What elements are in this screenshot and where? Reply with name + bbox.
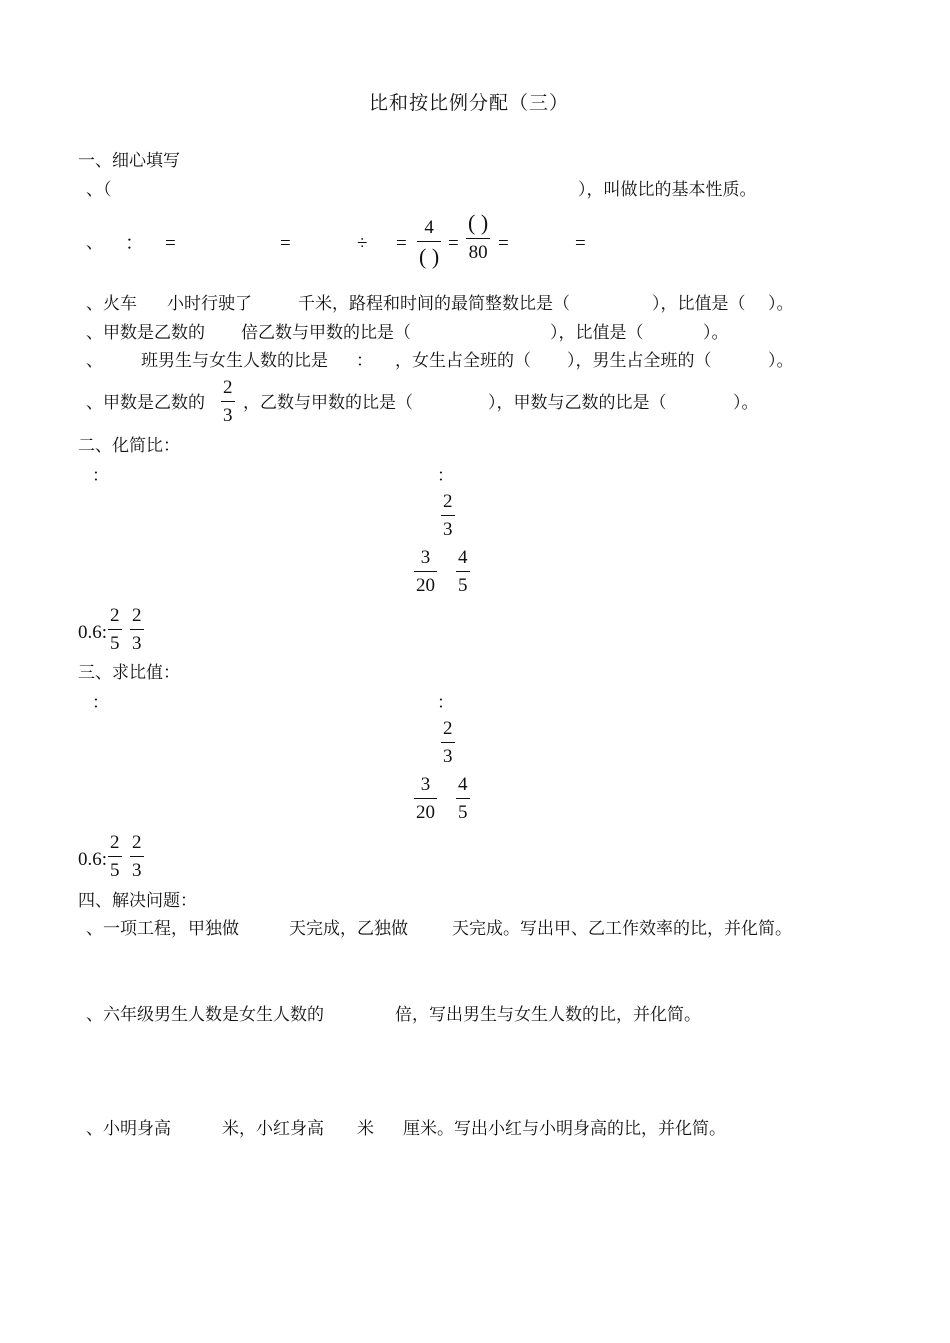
s2-fraction-d	[108, 606, 122, 653]
s3-fraction-b	[414, 775, 437, 822]
q6-part-b: ，乙数与甲数的比是（	[243, 393, 413, 413]
p2-part-a: 、六年级男生人数是女生人数的	[86, 1005, 324, 1025]
s2-fraction-a	[441, 492, 455, 539]
p3-part-c: 米	[357, 1119, 374, 1139]
s2-colon-mid: ：	[437, 466, 454, 486]
q3-part-a: 、火车	[86, 294, 137, 314]
s3-fraction-e	[130, 833, 144, 880]
q3-part-d: ），比值是（	[652, 294, 746, 314]
q6-fraction	[221, 378, 235, 425]
s3-fraction-c-denominator: 5	[458, 802, 468, 823]
p3-part-d: 厘米。写出小红与小明身高的比，并化简。	[403, 1119, 726, 1139]
s3-fraction-b-denominator: 20	[416, 802, 435, 823]
section-heading-1: 一、细心填写	[78, 151, 180, 171]
p3-part-a: 、小明身高	[86, 1119, 171, 1139]
s3-fraction-d	[108, 833, 122, 880]
q1-end: ），叫做比的基本性质。	[578, 180, 757, 200]
s2-fraction-e	[130, 606, 144, 653]
s2-fraction-b-denominator: 20	[416, 575, 435, 596]
q5-colon: ：	[356, 351, 373, 371]
q3-part-c: 千米，路程和时间的最简整数比是（	[298, 294, 570, 314]
q2-fraction-1-denominator: ( )	[419, 244, 440, 269]
s2-fraction-c	[456, 548, 470, 595]
s3-colon-mid: ：	[437, 693, 454, 713]
s3-fraction-e-denominator: 3	[132, 860, 142, 881]
s3-fraction-b-numerator: 3	[420, 774, 431, 795]
q4-part-a: 、甲数是乙数的	[86, 323, 205, 343]
s2-fraction-a-numerator: 2	[443, 491, 453, 512]
s3-prefix: 0.6:	[78, 849, 108, 870]
s2-fraction-d-numerator: 2	[110, 605, 120, 626]
s2-fraction-d-denominator: 5	[110, 633, 120, 654]
q3-part-e: ）。	[768, 294, 794, 314]
s3-fraction-d-numerator: 2	[110, 832, 120, 853]
q4-part-c: ），比值是（	[550, 323, 644, 343]
q2-colon: ：	[125, 233, 145, 254]
q5-part-b: 班男生与女生人数的比是	[141, 351, 328, 371]
p1-part-a: 、一项工程，甲独做	[86, 919, 239, 939]
q2-eq6: =	[575, 233, 586, 254]
q2-eq4: =	[448, 233, 459, 254]
s3-fraction-a-denominator: 3	[443, 746, 453, 767]
s2-fraction-a-denominator: 3	[443, 519, 453, 540]
s3-fraction-d-denominator: 5	[110, 860, 120, 881]
q2-fraction-2-numerator: ( )	[468, 210, 489, 235]
s3-fraction-a-numerator: 2	[443, 718, 453, 739]
s2-fraction-e-numerator: 2	[132, 605, 142, 626]
q2-fraction-1-numerator: 4	[424, 217, 434, 238]
s3-fraction-a	[441, 719, 455, 766]
q3-part-b: 小时行驶了	[167, 294, 252, 314]
s3-fraction-c-numerator: 4	[458, 774, 468, 795]
q6-fraction-denominator: 3	[223, 405, 233, 426]
p1-part-c: 天完成。写出甲、乙工作效率的比，并化简。	[452, 919, 792, 939]
q5-part-a: 、	[86, 351, 103, 371]
p2-part-b: 倍，写出男生与女生人数的比，并化简。	[395, 1005, 701, 1025]
q4-part-b: 倍乙数与甲数的比是（	[241, 323, 411, 343]
p3-part-b: 米，小红身高	[222, 1119, 324, 1139]
s2-colon-left: ：	[92, 466, 109, 486]
q6-part-c: ），甲数与乙数的比是（	[488, 393, 667, 413]
q2-fraction-2-denominator: 80	[468, 242, 488, 263]
q1-start: 、（	[86, 180, 112, 200]
s3-fraction-c	[456, 775, 470, 822]
q2-div: ÷	[357, 233, 368, 254]
s3-fraction-e-numerator: 2	[132, 832, 142, 853]
s2-fraction-c-numerator: 4	[458, 547, 468, 568]
q2-eq1: =	[165, 233, 176, 254]
s2-fraction-b	[414, 548, 437, 595]
q2-eq5: =	[498, 233, 509, 254]
q6-part-d: ）。	[733, 393, 759, 413]
s2-fraction-c-denominator: 5	[458, 575, 468, 596]
section-heading-2: 二、化简比：	[78, 436, 180, 456]
s3-colon-left: ：	[92, 693, 109, 713]
q2-lead: 、	[86, 233, 103, 253]
q6-fraction-numerator: 2	[223, 377, 233, 398]
s2-fraction-e-denominator: 3	[132, 633, 142, 654]
section-heading-3: 三、求比值：	[78, 663, 180, 683]
p1-part-b: 天完成，乙独做	[289, 919, 408, 939]
page-title: 比和按比例分配（三）	[369, 92, 570, 114]
q5-part-d: ），男生占全班的（	[567, 351, 712, 371]
q2-eq2: =	[280, 233, 291, 254]
q2-eq3: =	[396, 233, 407, 254]
q5-part-c: ，女生占全班的（	[395, 351, 531, 371]
q6-part-a: 、甲数是乙数的	[86, 393, 205, 413]
q2-fraction-2	[466, 212, 490, 262]
s2-prefix: 0.6:	[78, 622, 108, 643]
q2-fraction-1	[417, 218, 441, 268]
section-heading-4: 四、解决问题：	[78, 891, 197, 911]
s2-fraction-b-numerator: 3	[420, 547, 431, 568]
q5-part-e: ）。	[768, 351, 794, 371]
q4-part-d: ）。	[703, 323, 729, 343]
